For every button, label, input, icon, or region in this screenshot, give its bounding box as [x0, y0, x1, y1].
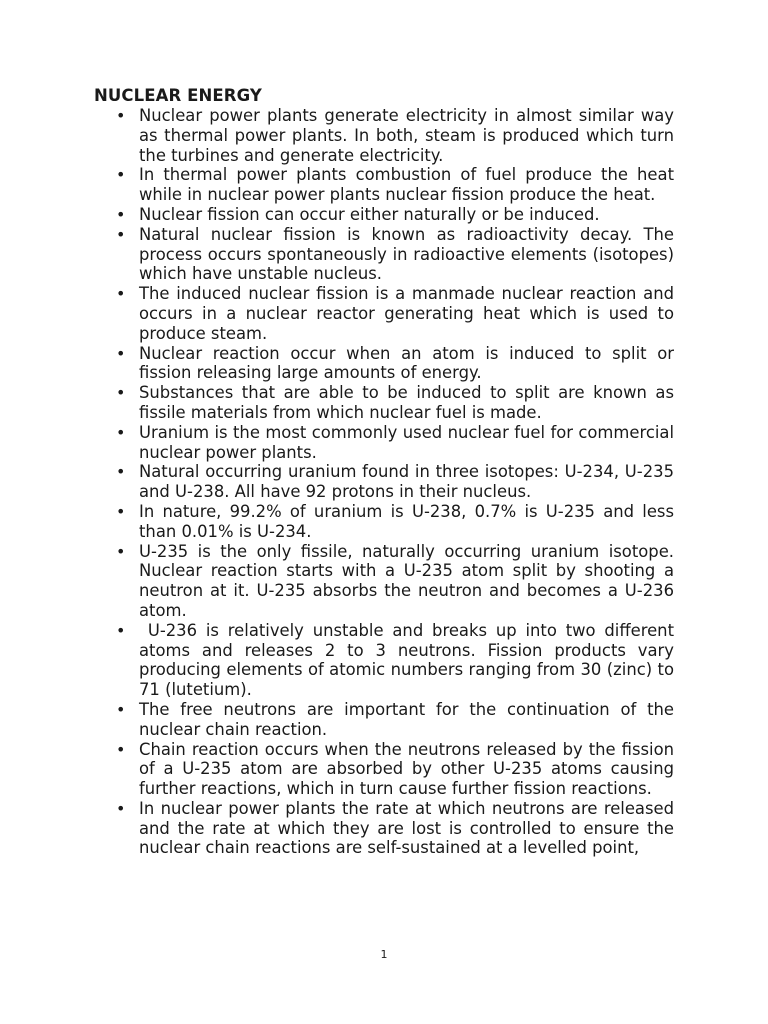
list-item-text: Substances that are able to be induced to split are known as fissile materials from which nuclear fuel is made. [139, 383, 674, 422]
bullet-icon: • [116, 204, 126, 224]
list-item [94, 740, 674, 799]
list-item-text: Natural nuclear fission is known as radioactivity decay. The process occurs spontaneously in radioactive elements (isotopes) which have unstable nucleus. [139, 224, 674, 284]
list-item [94, 620, 680, 700]
list-item-text: Chain reaction occurs when the neutrons released by the fission of a U-235 atom are absorbed by other U-235 atoms causing further reactions, which in turn cause further fission reactions. [139, 739, 674, 799]
bullet-icon: • [116, 541, 126, 561]
bullet-icon: • [116, 699, 126, 719]
list-item [94, 423, 674, 463]
list-item-text: Uranium is the most commonly used nuclear fuel for commercial nuclear power plants. [139, 422, 674, 462]
list-item [94, 383, 674, 423]
list-item-text: Natural occurring uranium found in three isotopes: U-234, U-235 and U-238. All have 92 protons in their nucleus. [139, 462, 674, 502]
bullet-icon: • [116, 224, 126, 244]
list-item-text: Nuclear fission can occur either naturally or be induced. [139, 204, 600, 224]
bullet-icon: • [116, 383, 126, 403]
list-item-text: In nature, 99.2% of uranium is U-238, 0.7% is U-235 and less than 0.01% is U-234. [139, 501, 674, 541]
page-number: 1 [380, 948, 388, 961]
bullet-icon: • [116, 620, 126, 640]
list-item-text: Nuclear reaction occur when an atom is induced to split or fission releasing large amounts of energy. [139, 343, 674, 383]
list-item-text: In nuclear power plants the rate at which neutrons are released and the rate at which they are lost is controlled to ensure the nuclear chain reactions are self-sustained at a levelled point, [139, 798, 674, 858]
bullet-icon: • [116, 501, 126, 521]
list-item-text: Nuclear power plants generate electricity in almost similar way as thermal power plants. In both, steam is produced which turn the turbines and generate electricity. [139, 106, 674, 165]
bullet-icon: • [116, 106, 126, 125]
list-item-text: The free neutrons are important for the continuation of the nuclear chain reaction. [139, 699, 674, 739]
list-item [94, 462, 674, 502]
bullet-icon: • [116, 462, 126, 482]
list-item [94, 502, 674, 542]
list-item [94, 700, 674, 740]
bullet-icon: • [116, 739, 126, 759]
document-heading: NUCLEAR ENERGY [94, 86, 262, 105]
bullet-icon: • [116, 422, 126, 442]
list-item [94, 542, 674, 621]
list-item [94, 165, 674, 205]
list-item [94, 205, 674, 225]
list-item-text: U-235 is the only fissile, naturally occurring uranium isotope. Nuclear reaction starts with a U-235 atom split by shooting a neutron at it. U-235 absorbs the neutron and becomes a U-236 atom. [139, 541, 674, 620]
bullet-icon: • [116, 284, 126, 304]
list-item-text: The induced nuclear fission is a manmade nuclear reaction and occurs in a nuclear reactor generating heat which is used to produce steam. [139, 284, 674, 343]
list-item-text: U-236 is relatively unstable and breaks up into two different atoms and releases 2 to 3 neutrons. Fission products vary producing elements of atomic numbers ranging from 30 (zinc) to 71 (lutetium). [139, 620, 680, 700]
list-item [94, 344, 674, 384]
bullet-icon: • [116, 343, 126, 363]
list-item [94, 106, 674, 165]
bullet-list [94, 106, 680, 858]
list-item-text: In thermal power plants combustion of fuel produce the heat while in nuclear power plants nuclear fission produce the heat. [139, 165, 674, 205]
list-item [94, 225, 674, 284]
list-item [94, 284, 674, 343]
list-item [94, 799, 674, 858]
bullet-icon: • [116, 165, 126, 185]
bullet-icon: • [116, 798, 126, 818]
